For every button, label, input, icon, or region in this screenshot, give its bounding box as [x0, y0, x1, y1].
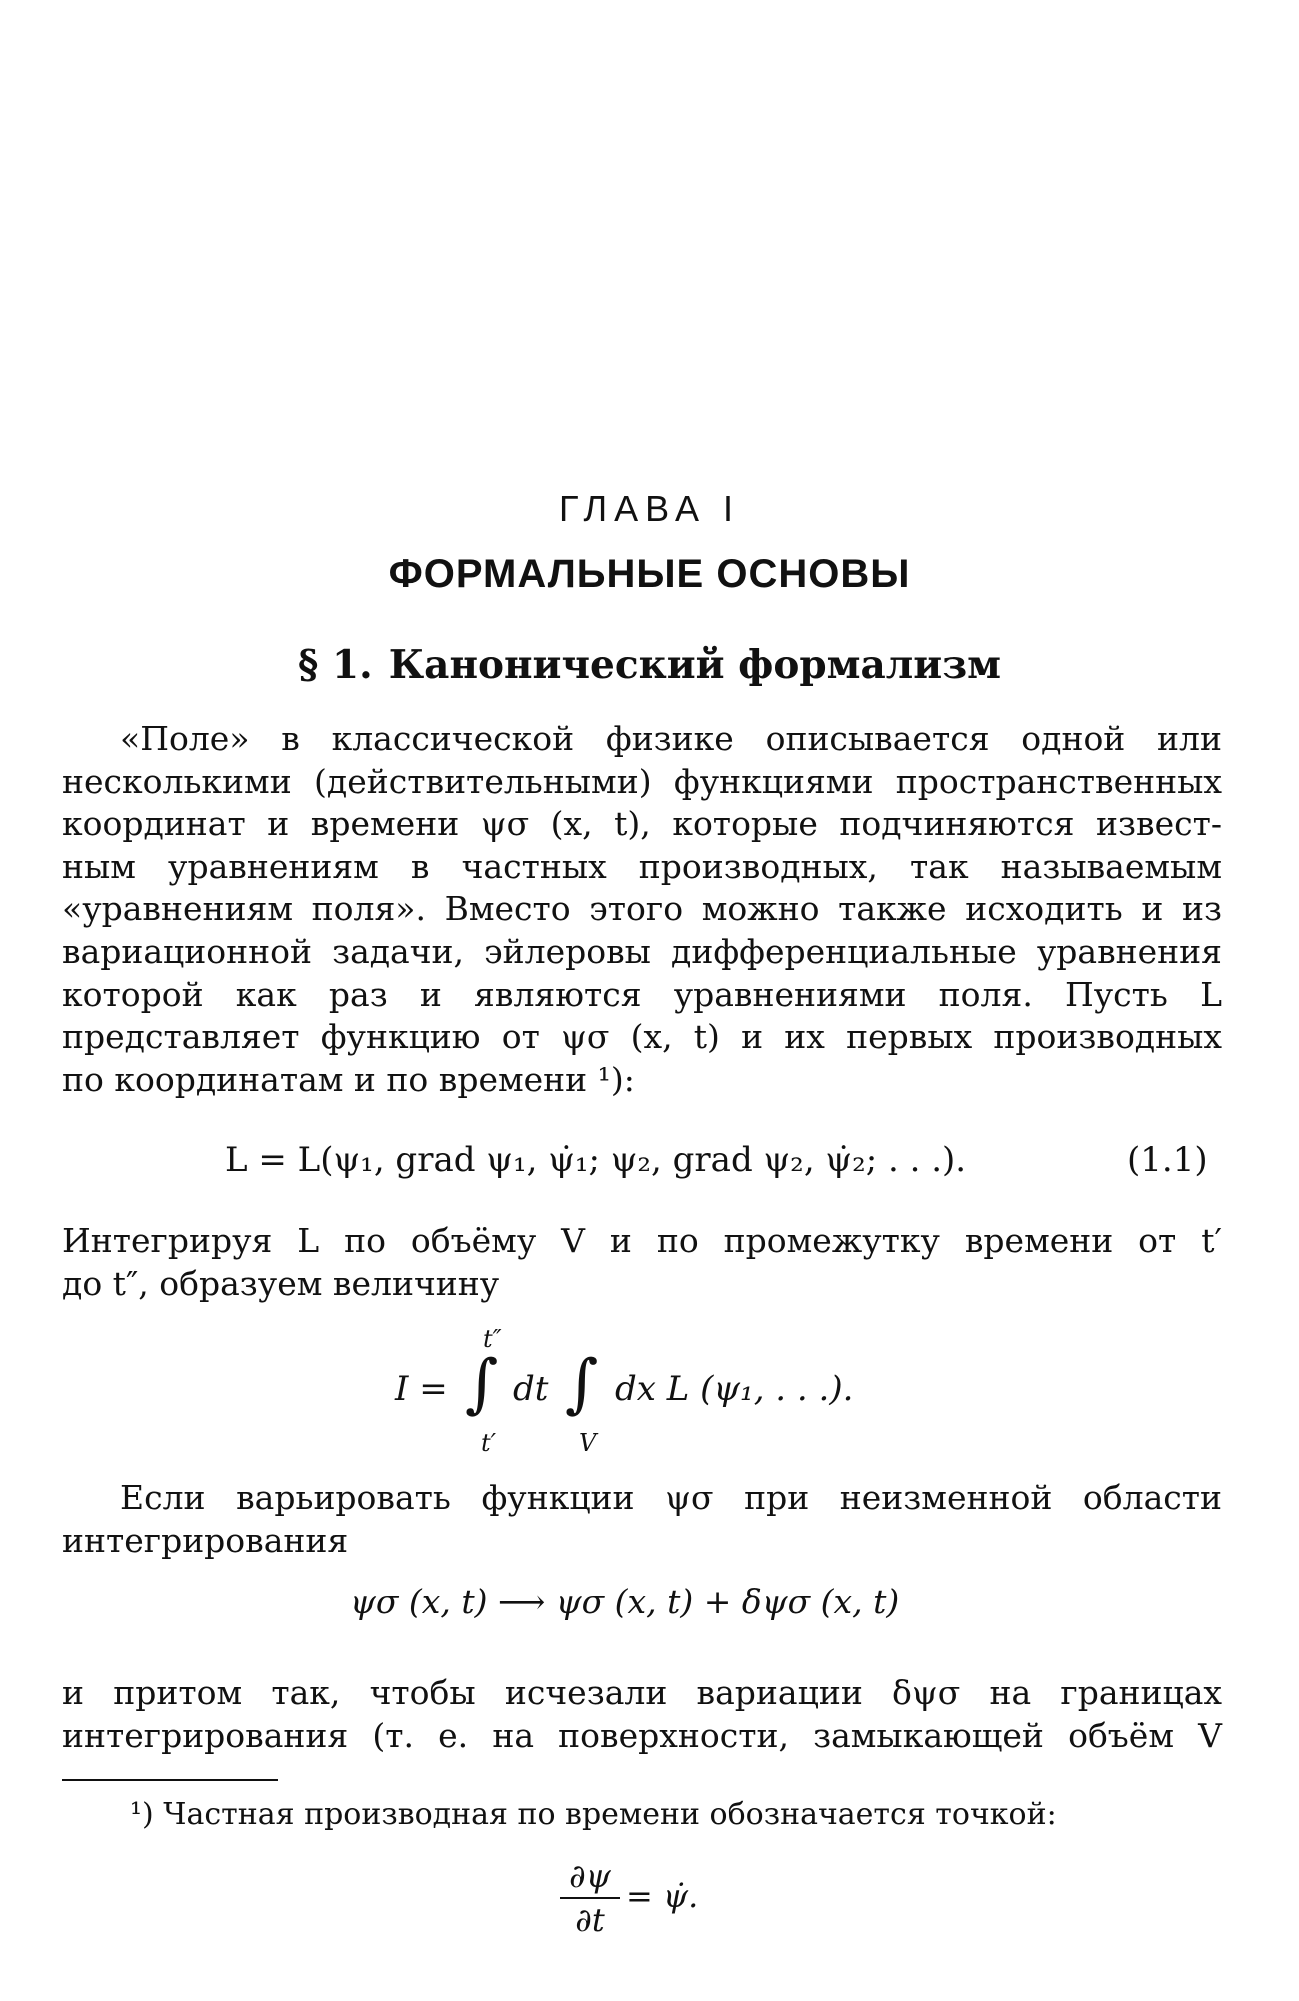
section-number: § 1.	[298, 642, 373, 688]
action-integral	[395, 1325, 915, 1455]
paragraph-integration	[62, 1220, 1222, 1305]
fraction-numerator: ∂ψ	[560, 1855, 620, 1899]
text-line: представляет функцию от ψσ (x, t) и их первых производных	[62, 1017, 1222, 1057]
equation-lagrangian: L = L(ψ₁, grad ψ₁, ψ̇₁; ψ₂, grad ψ₂, ψ̇₂; . . .).	[225, 1140, 967, 1180]
text-line: по координатам и по времени ¹):	[62, 1059, 635, 1099]
text-line: координат и времени ψσ (x, t), которые подчиняются извест-	[62, 804, 1222, 844]
text-line: Интегрируя L по объёму V и по промежутку времени от t′	[62, 1221, 1222, 1260]
section-title: Канонический формализм	[388, 642, 1001, 688]
integral-lhs: I =	[395, 1369, 448, 1409]
footnote-rule	[62, 1779, 278, 1781]
integral-region: V	[579, 1429, 597, 1457]
text-line: до t″, образуем величину	[62, 1263, 500, 1303]
variation-equation: ψσ (x, t) ⟶ ψσ (x, t) + δψσ (x, t)	[350, 1582, 900, 1621]
chapter-heading: ГЛАВА I	[559, 488, 740, 529]
integral-upper-limit: t″	[483, 1325, 502, 1353]
integral-lower-limit: t′	[481, 1429, 497, 1457]
paragraph-boundary	[62, 1672, 1222, 1757]
integral-sign: ∫	[465, 1347, 499, 1421]
text-line: и притом так, чтобы исчезали вариации δψσ на границах	[62, 1673, 1222, 1712]
text-line: вариационной задачи, эйлеровы дифференциальные уравнения	[62, 931, 1222, 971]
integral-sign: ∫	[565, 1347, 599, 1421]
equation-number: (1.1)	[1127, 1140, 1208, 1180]
footnote-equation	[560, 1855, 760, 1965]
paragraph-field-definition	[62, 718, 1222, 1101]
text-line: несколькими (действительными) функциями пространственных	[62, 761, 1222, 801]
integral-dt: dt	[513, 1369, 549, 1409]
text-line: «уравнениям поля». Вместо этого можно также исходить и из	[62, 889, 1222, 929]
partial-derivative-fraction	[560, 1855, 620, 1941]
footnote-text: ¹) Частная производная по времени обозначается точкой:	[130, 1797, 1057, 1832]
text-line: ным уравнениям в частных производных, так называемым	[62, 846, 1222, 886]
footnote-rhs: = ψ̇.	[626, 1877, 699, 1915]
text-line: которой как раз и являются уравнениями поля. Пусть L	[62, 974, 1222, 1014]
text-line: Если варьировать функции ψσ при неизменной области	[120, 1478, 1222, 1517]
integral-body: dx L (ψ₁, . . .).	[615, 1369, 854, 1409]
text-line: интегрирования	[62, 1520, 349, 1560]
paragraph-variation	[62, 1477, 1222, 1562]
text-line: «Поле» в классической физике описывается одной или	[120, 719, 1222, 758]
section-heading	[0, 642, 1299, 688]
fraction-denominator: ∂t	[575, 1901, 605, 1939]
text-line: интегрирования (т. е. на поверхности, замыкающей объём V	[62, 1715, 1222, 1755]
chapter-title: ФОРМАЛЬНЫЕ ОСНОВЫ	[388, 552, 911, 596]
